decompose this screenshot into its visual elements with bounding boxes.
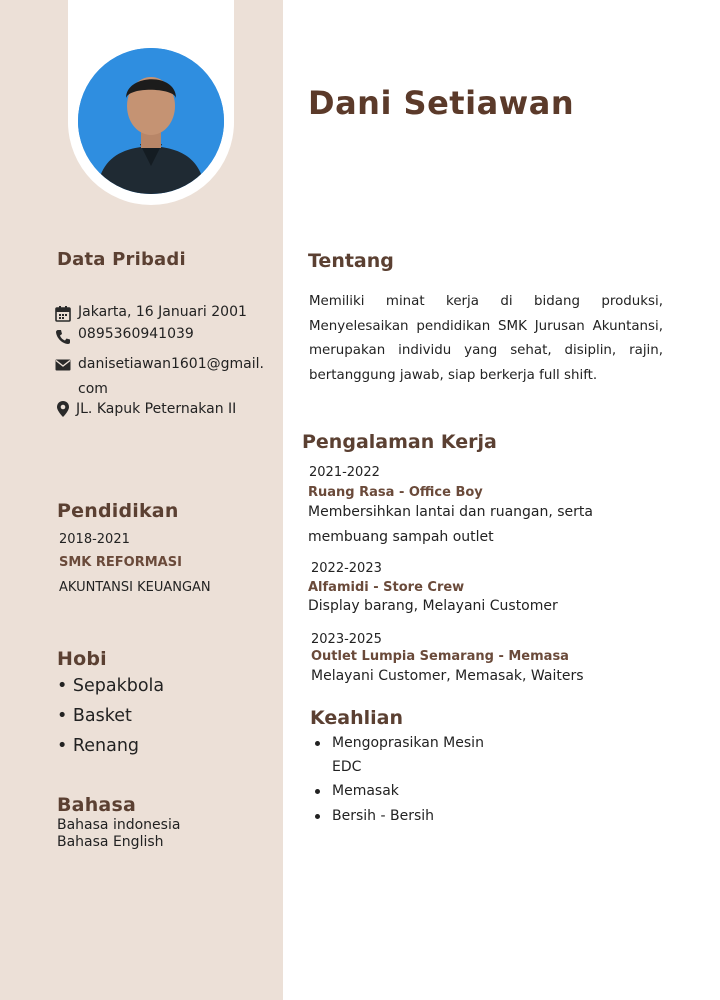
full-name: Dani Setiawan <box>308 84 575 122</box>
language-item: Bahasa indonesia <box>57 817 181 833</box>
about-text: Memiliki minat kerja di bidang produksi, Menyelesaikan pendidikan SMK Jurusan Akuntansi, merupakan individu yang sehat, disiplin, rajin, bertanggung jawab, siap berkerja full shift. <box>309 294 663 383</box>
experience-desc: Membersihkan lantai dan ruangan, serta <box>308 504 593 520</box>
language-item: Bahasa English <box>57 834 164 850</box>
experience-role: Alfamidi - Store Crew <box>308 580 465 595</box>
calendar-icon <box>54 305 72 323</box>
phone-number: 0895360941039 <box>78 326 194 342</box>
experience-desc: membuang sampah outlet <box>308 529 494 545</box>
experience-role: Outlet Lumpia Semarang - Memasa <box>311 649 569 664</box>
language-heading: Bahasa <box>57 794 136 816</box>
experience-desc: Display barang, Melayani Customer <box>308 598 558 614</box>
experience-role: Ruang Rasa - Office Boy <box>308 485 483 500</box>
bullet-dot <box>315 789 320 794</box>
email-icon <box>54 356 72 374</box>
experience-years: 2021-2022 <box>309 465 380 480</box>
hobby-item: • Basket <box>57 706 132 726</box>
education-major: AKUNTANSI KEUANGAN <box>59 580 211 595</box>
about-heading: Tentang <box>308 250 394 272</box>
birth-date: Jakarta, 16 Januari 2001 <box>78 304 247 320</box>
school-name: SMK REFORMASI <box>59 555 182 570</box>
hobby-item: • Renang <box>57 736 140 756</box>
phone-icon <box>54 328 72 346</box>
email-line-1: danisetiawan1601@gmail. <box>78 356 264 372</box>
skill-item-continued: EDC <box>332 759 362 775</box>
skills-heading: Keahlian <box>310 707 403 729</box>
email-line-2: com <box>78 381 108 397</box>
hobby-item: • Sepakbola <box>57 676 165 696</box>
skill-item: Mengoprasikan Mesin <box>332 735 484 751</box>
bullet-dot <box>315 814 320 819</box>
experience-years: 2023-2025 <box>311 632 382 647</box>
education-heading: Pendidikan <box>57 500 179 522</box>
experience-heading: Pengalaman Kerja <box>302 431 497 453</box>
profile-photo <box>78 48 224 194</box>
education-years: 2018-2021 <box>59 532 130 547</box>
experience-desc: Melayani Customer, Memasak, Waiters <box>311 668 584 684</box>
personal-heading: Data Pribadi <box>57 249 186 270</box>
hobby-heading: Hobi <box>57 648 107 670</box>
address: JL. Kapuk Peternakan II <box>76 401 237 417</box>
skill-item: Memasak <box>332 783 399 799</box>
bullet-dot <box>315 741 320 746</box>
skill-item: Bersih - Bersih <box>332 808 435 824</box>
experience-years: 2022-2023 <box>311 561 382 576</box>
location-icon <box>54 400 72 418</box>
